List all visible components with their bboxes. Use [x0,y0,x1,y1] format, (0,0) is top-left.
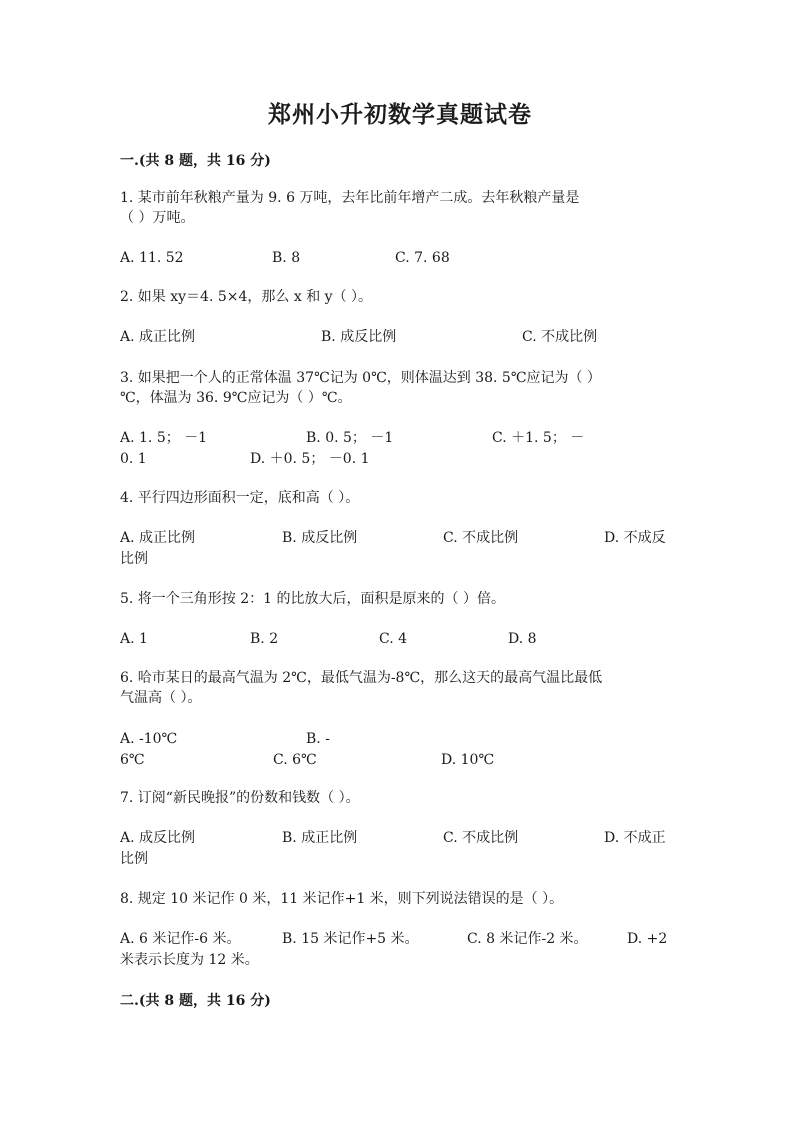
option-b[interactable]: B. 成反比例 [321,329,397,345]
option-b[interactable]: B. 0. 5； －1 [306,430,394,446]
question-text: 5. 将一个三角形按 2：1 的比放大后，面积是原来的（ ）倍。 [120,591,505,607]
question-2-options [120,327,680,347]
question-text: 气温高（ ）。 [120,690,202,706]
question-3-options-row-2 [120,449,680,469]
option-c[interactable]: C. 不成比例 [443,530,519,546]
option-a[interactable]: A. 6 米记作-6 米。 [120,931,241,947]
question-text: 6. 哈市某日的最高气温为 2℃，最低气温为-8℃，那么这天的最高气温比最低 [120,670,603,686]
option-c[interactable]: C. 4 [379,631,408,647]
option-c[interactable]: C. 7. 68 [395,250,450,266]
option-b[interactable]: B. 2 [250,631,279,647]
question-1-options [120,248,680,268]
option-c[interactable]: C. ＋1. 5； － [492,430,585,446]
option-a[interactable]: A. 成正比例 [120,530,196,546]
question-4-options-row-1 [120,528,680,548]
option-d[interactable]: D. ＋0. 5； －0. 1 [250,451,370,467]
option-b[interactable]: B. 成反比例 [282,530,358,546]
question-6-options-row-1 [120,729,680,749]
question-text: 3. 如果把一个人的正常体温 37℃记为 0℃，则体温达到 38. 5℃应记为（ ） [120,370,601,386]
option-a[interactable]: A. 1 [120,631,148,647]
option-c[interactable]: C. 8 米记作-2 米。 [467,931,588,947]
question-6 [120,668,680,708]
section-heading-1: 一.(共 8 题，共 16 分) [120,153,271,169]
question-text: 1. 某市前年秋粮产量为 9. 6 万吨，去年比前年增产二成。去年秋粮产量是 [120,190,580,206]
option-a[interactable]: A. 成反比例 [120,830,196,846]
question-7-options-row-2 [120,849,680,869]
option-b-continued: 6℃ [120,752,145,768]
option-d[interactable]: D. 10℃ [441,752,495,768]
question-text: 8. 规定 10 米记作 0 米，11 米记作+1 米，则下列说法错误的是（ ）。 [120,891,564,907]
question-5 [120,589,680,609]
question-3-options-row-1 [120,428,680,448]
option-b[interactable]: B. 成正比例 [282,830,358,846]
page-title: 郑州小升初数学真题试卷 [268,101,532,128]
option-a[interactable]: A. 11. 52 [120,250,184,266]
question-text: 4. 平行四边形面积一定，底和高（ ）。 [120,490,360,506]
question-text: （ ）万吨。 [120,210,195,226]
question-7-options-row-1 [120,828,680,848]
option-c[interactable]: C. 不成比例 [522,329,598,345]
option-d-continued: 比例 [120,851,148,867]
option-b[interactable]: B. 8 [272,250,301,266]
question-4 [120,488,680,508]
question-4-options-row-2 [120,549,680,569]
option-c-continued: 0. 1 [120,451,147,467]
option-d-continued: 米表示长度为 12 米。 [120,952,259,968]
option-a[interactable]: A. 1. 5； －1 [120,430,208,446]
option-d[interactable]: D. +2 [627,931,668,947]
question-2 [120,287,680,307]
option-b[interactable]: B. - [306,731,330,747]
question-text: 2. 如果 xy＝4. 5×4，那么 x 和 y（ ）。 [120,289,373,305]
question-8-options-row-2 [120,950,680,970]
option-d[interactable]: D. 不成反 [604,530,666,546]
option-c[interactable]: C. 6℃ [273,752,317,768]
question-8-options-row-1 [120,929,680,949]
option-b[interactable]: B. 15 米记作+5 米。 [282,931,419,947]
question-5-options [120,629,680,649]
question-text: ℃，体温为 36. 9℃应记为（ ）℃。 [120,390,352,406]
question-6-options-row-2 [120,750,680,770]
option-d[interactable]: D. 8 [508,631,537,647]
option-a[interactable]: A. 成正比例 [120,329,196,345]
question-1 [120,188,680,228]
option-a[interactable]: A. -10℃ [120,731,178,747]
section-heading-2: 二.(共 8 题，共 16 分) [120,993,271,1009]
option-d[interactable]: D. 不成正 [604,830,666,846]
question-text: 7. 订阅“新民晚报”的份数和钱数（ ）。 [120,790,360,806]
option-d-continued: 比例 [120,551,148,567]
question-3 [120,368,680,408]
option-c[interactable]: C. 不成比例 [443,830,519,846]
question-8 [120,889,680,909]
question-7 [120,788,680,808]
